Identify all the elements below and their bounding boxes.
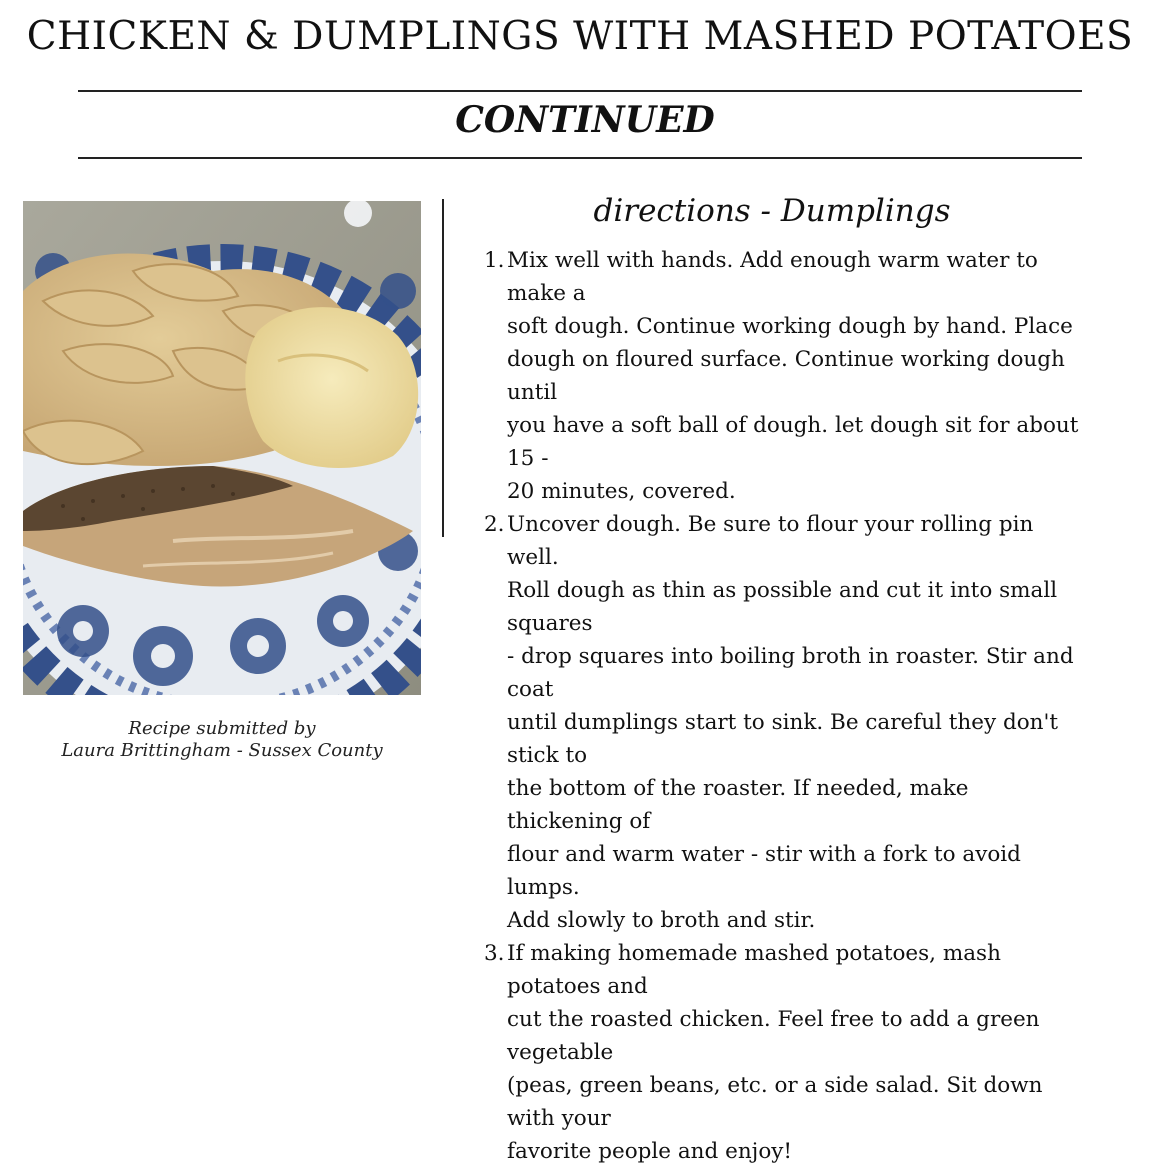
- step-line: Uncover dough. Be sure to flour your rolling pin well.: [507, 512, 1034, 570]
- step-line: Roll dough as thin as possible and cut it into small squares: [507, 578, 1058, 636]
- step-line: until dumplings start to sink. Be careful they don't stick to: [507, 710, 1059, 768]
- directions-list: [484, 244, 1084, 1168]
- plate-illustration: [23, 201, 421, 695]
- step-number: 1.: [484, 248, 505, 273]
- direction-step: [484, 508, 1084, 937]
- step-line: dough on floured surface. Continue working dough until: [507, 347, 1065, 405]
- step-line: soft dough. Continue working dough by hand. Place: [507, 314, 1073, 339]
- step-line: If making homemade mashed potatoes, mash potatoes and: [507, 941, 1001, 999]
- step-line: favorite people and enjoy!: [507, 1139, 793, 1164]
- recipe-credit: [23, 718, 421, 762]
- step-number: 3.: [484, 941, 505, 966]
- step-line: Mix well with hands. Add enough warm water to make a: [507, 248, 1038, 306]
- step-line: flour and warm water - stir with a fork to avoid lumps.: [507, 842, 1021, 900]
- recipe-subtitle: CONTINUED: [455, 99, 715, 141]
- directions-heading: directions - Dumplings: [593, 193, 951, 229]
- step-line: you have a soft ball of dough. let dough sit for about 15 -: [507, 413, 1079, 471]
- step-line: (peas, green beans, etc. or a side salad. Sit down with your: [507, 1073, 1043, 1131]
- vertical-divider: [442, 199, 444, 537]
- chicken-and-dumplings-photo: [23, 201, 421, 695]
- credit-line-2: Laura Brittingham - Sussex County: [61, 740, 383, 761]
- step-line: 20 minutes, covered.: [507, 479, 736, 504]
- title-rule-top: [78, 90, 1082, 92]
- direction-step: [484, 244, 1084, 508]
- step-line: the bottom of the roaster. If needed, make thickening of: [507, 776, 969, 834]
- step-line: cut the roasted chicken. Feel free to add a green vegetable: [507, 1007, 1040, 1065]
- direction-step: [484, 937, 1084, 1168]
- step-line: Add slowly to broth and stir.: [507, 908, 816, 933]
- recipe-title: CHICKEN & DUMPLINGS WITH MASHED POTATOES: [26, 14, 1134, 59]
- credit-line-1: Recipe submitted by: [128, 718, 316, 739]
- step-line: - drop squares into boiling broth in roaster. Stir and coat: [507, 644, 1074, 702]
- step-number: 2.: [484, 512, 505, 537]
- title-rule-bottom: [78, 157, 1082, 159]
